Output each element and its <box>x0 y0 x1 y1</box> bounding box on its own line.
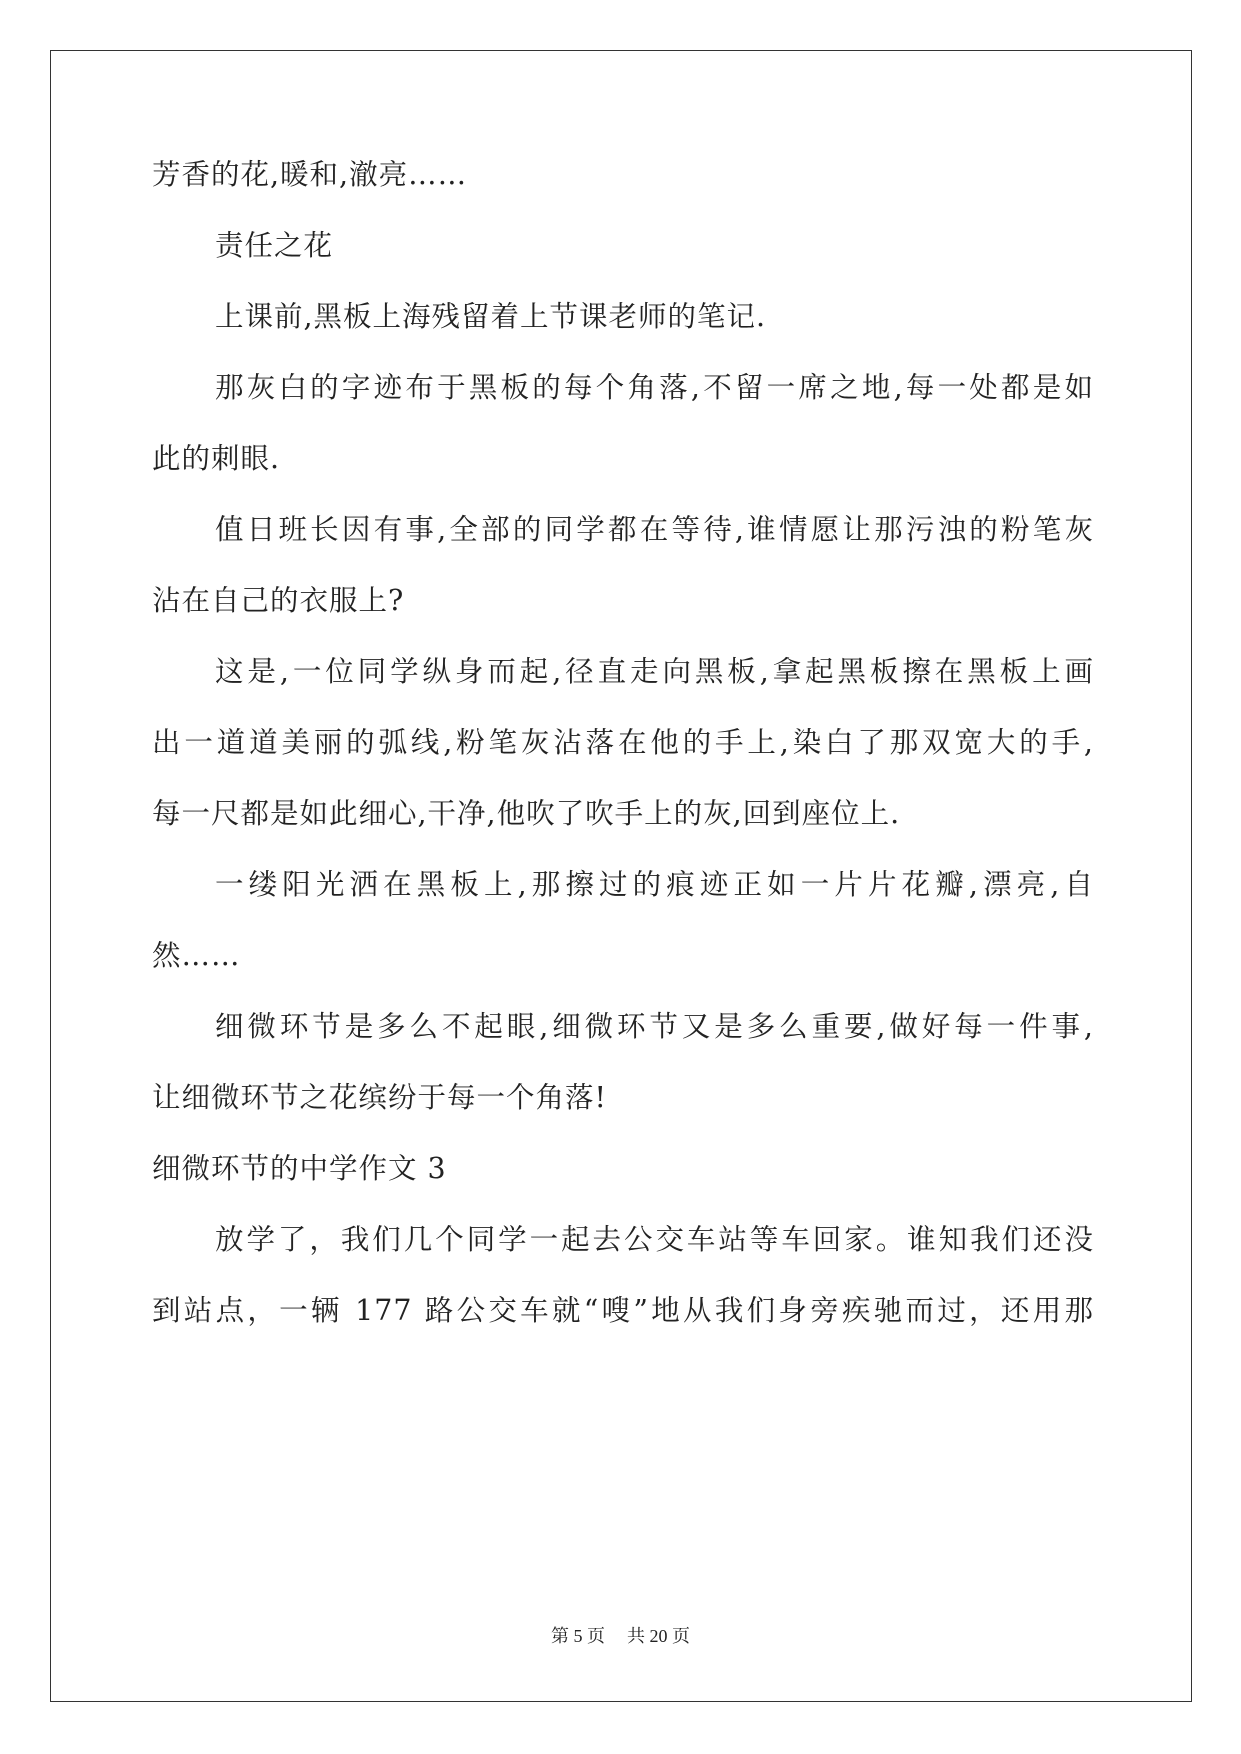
body-line-5: 此的刺眼. <box>152 442 281 475</box>
body-line-3: 上课前,黑板上海残留着上节课老师的笔记. <box>215 300 767 333</box>
body-line-1: 芳香的花,暖和,澈亮…… <box>152 158 468 191</box>
page-total: 共 20 页 <box>627 1626 690 1646</box>
body-line-8: 这是,一位同学纵身而起,径直走向黑板,拿起黑板擦在黑板上画 <box>215 655 1094 688</box>
body-line-9: 出一道道美丽的弧线,粉笔灰沾落在他的手上,染白了那双宽大的手, <box>152 726 1094 759</box>
section-heading: 责任之花 <box>215 229 334 262</box>
body-line-12: 然…… <box>152 939 241 972</box>
body-line-10: 每一尺都是如此细心,干净,他吹了吹手上的灰,回到座位上. <box>152 797 901 830</box>
essay-title: 细微环节的中学作文 3 <box>152 1152 447 1185</box>
page-number: 第 5 页 <box>551 1626 605 1646</box>
body-line-13: 细微环节是多么不起眼,细微环节又是多么重要,做好每一件事, <box>215 1010 1094 1043</box>
body-line-11: 一缕阳光洒在黑板上,那擦过的痕迹正如一片片花瓣,漂亮,自 <box>215 868 1094 901</box>
body-line-14: 让细微环节之花缤纷于每一个角落! <box>152 1081 607 1114</box>
body-line-4: 那灰白的字迹布于黑板的每个角落,不留一席之地,每一处都是如 <box>215 371 1094 404</box>
body-line-16: 放学了，我们几个同学一起去公交车站等车回家。谁知我们还没 <box>215 1223 1094 1256</box>
body-line-6: 值日班长因有事,全部的同学都在等待,谁情愿让那污浊的粉笔灰 <box>215 513 1094 546</box>
body-line-17: 到站点，一辆 177 路公交车就“嗖”地从我们身旁疾驰而过，还用那 <box>152 1294 1094 1327</box>
page-footer <box>0 1624 1241 1648</box>
body-line-7: 沾在自己的衣服上? <box>152 584 405 617</box>
